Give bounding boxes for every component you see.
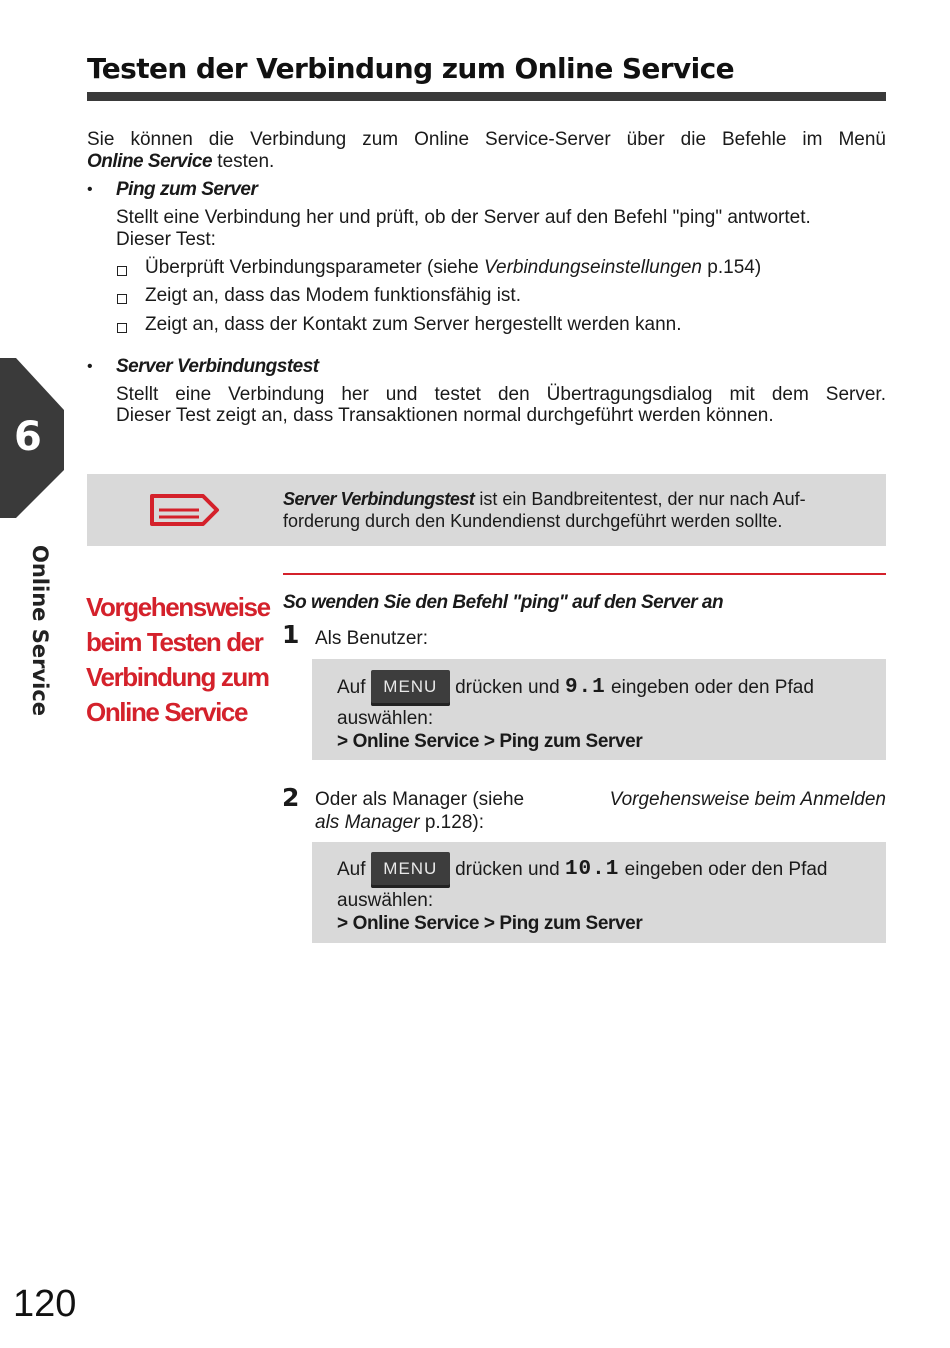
step-label: Oder als Manager (siehe Vorgehensweise beim Anmelden [315,789,886,810]
title-divider [87,92,886,101]
note-text-line: Server Verbindungstest ist ein Bandbreitentest, der nur nach Auf- [283,489,806,509]
instruction-line: auswählen: [337,708,434,729]
instruction-line: Auf MENU drücken und 10.1 eingeben oder den Pfad [337,852,882,888]
procedure-side-title: Vorgehensweise beim Testen der Verbindung zum Online Service [86,592,270,727]
step-label: Als Benutzer: [315,628,428,649]
note-text-line: forderung durch den Kundendienst durchgeführt werden sollte. [283,511,783,531]
note-emphasis: Server Verbindungstest [283,489,475,509]
menu-code: 10.1 [564,858,620,881]
menu-button[interactable]: MENU [371,852,450,888]
menu-path: > Online Service > Ping zum Server [337,913,643,934]
chapter-side-label: Online Service [28,545,52,717]
cross-reference: als Manager [315,812,420,833]
cross-reference: Vorgehensweise beim Anmelden [609,789,886,810]
step-number: 1 [282,620,300,649]
cross-reference: Verbindungseinstellungen [484,257,702,278]
sub-item: Zeigt an, dass das Modem funktionsfähig ist. [145,285,521,306]
menu-name: Online Service [87,151,213,172]
bullet-text-line: Stellt eine Verbindung her und testet den Übertragungsdialog mit dem Server. [116,384,886,405]
checkbox-square-icon [117,291,127,309]
step-label: als Manager p.128): [315,812,484,833]
sub-item: Überprüft Verbindungsparameter (siehe Verbindungseinstellungen p.154) [145,257,762,278]
menu-code: 9.1 [564,676,606,699]
bullet-marker: • [87,181,93,198]
instruction-line: auswählen: [337,890,434,911]
bullet-text-line: Dieser Test zeigt an, dass Transaktionen normal durchgeführt werden können. [116,405,774,426]
intro-line-1: Sie können die Verbindung zum Online Service-Server über die Befehle im Menü [87,129,886,150]
page-title: Testen der Verbindung zum Online Service [87,52,735,85]
bullet-heading-server-test: Server Verbindungstest [116,356,319,377]
intro-line-2: Online Service testen. [87,151,275,172]
checkbox-square-icon [117,263,127,281]
checkbox-square-icon [117,320,127,338]
bullet-text-line: Stellt eine Verbindung her und prüft, ob der Server auf den Befehl "ping" antwortet. [116,207,811,228]
bullet-heading-ping: Ping zum Server [116,179,258,200]
menu-button[interactable]: MENU [371,670,450,706]
menu-path: > Online Service > Ping zum Server [337,731,643,752]
bullet-text-line: Dieser Test: [116,229,216,250]
page-number: 120 [13,1283,77,1325]
step-number: 2 [282,783,300,812]
bullet-marker: • [87,358,93,375]
pencil-note-icon [149,493,221,527]
instruction-line: Auf MENU drücken und 9.1 eingeben oder den Pfad [337,670,877,706]
procedure-heading: So wenden Sie den Befehl "ping" auf den Server an [283,592,724,613]
section-divider [283,573,886,575]
chapter-number: 6 [14,414,42,460]
sub-item: Zeigt an, dass der Kontakt zum Server hergestellt werden kann. [145,314,682,335]
